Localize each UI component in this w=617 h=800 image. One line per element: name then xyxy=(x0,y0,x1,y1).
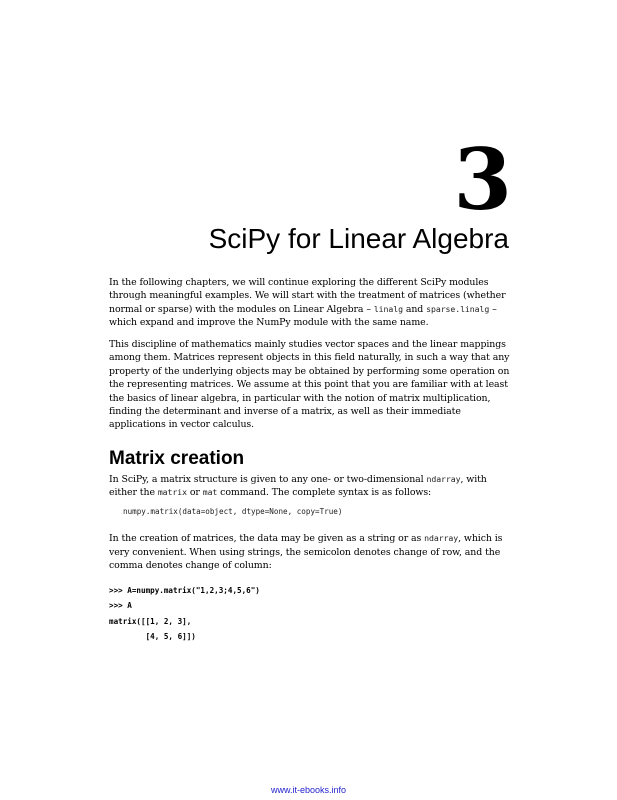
code-line: matrix([[1, 2, 3], xyxy=(109,616,192,626)
text-segment: In the following chapters, we will continue exploring the different SciPy modules through meaningful examples. We will start with the treatment of matrices (whether normal or sparse) with the modules on Linear Algebra – xyxy=(109,277,506,315)
syntax-code: numpy.matrix(data=object, dtype=None, copy=True) xyxy=(123,507,343,517)
inline-code-ndarray: ndarray xyxy=(426,473,461,484)
chapter-title: SciPy for Linear Algebra xyxy=(208,223,509,254)
text-segment: command. The complete syntax is as follows: xyxy=(217,487,432,499)
text-segment: , which is very convenient. When using strings, the semicolon denotes change of row, and the comma denotes change of column: xyxy=(109,533,503,572)
inline-code-mat: mat xyxy=(202,487,218,498)
intro-paragraph-2: This discipline of mathematics mainly studies vector spaces and the linear mappings among them. Matrices represent objects in this field naturally, in such a way that any property of the underlying objects may be obtained by performing some operation on the representing matrices. We assume at this point that you are familiar with at least the basics of linear algebra, in particular with the notion of matrix multiplication, finding the determinant and inverse of a matrix, as well as their immediate applications in vector calculus. xyxy=(109,338,510,431)
main-content xyxy=(109,276,513,645)
text-segment: – which expand and improve the NumPy module with the same name. xyxy=(109,303,497,329)
text-segment: In SciPy, a matrix structure is given to any one- or two-dimensional xyxy=(109,473,427,485)
chapter-number: 3 xyxy=(453,130,512,229)
text-segment: , with either the xyxy=(109,473,487,499)
code-block xyxy=(109,583,513,645)
code-line: >>> A=numpy.matrix("1,2,3;4,5,6") xyxy=(109,585,260,595)
section-paragraph-2 xyxy=(109,532,513,572)
inline-code-ndarray: ndarray xyxy=(424,533,459,544)
inline-code-linalg: linalg xyxy=(373,303,403,314)
text-segment: or xyxy=(186,487,203,499)
intro-paragraph-1 xyxy=(109,276,513,330)
code-line: [4, 5, 6]]) xyxy=(109,632,196,642)
section-heading: Matrix creation xyxy=(109,447,245,469)
text-segment: and xyxy=(402,303,427,315)
footer-link[interactable]: www.it-ebooks.info xyxy=(270,785,347,795)
text-segment: In the creation of matrices, the data may be given as a string or as xyxy=(109,533,425,545)
code-line: >>> A xyxy=(109,601,132,611)
inline-code-sparse-linalg: sparse.linalg xyxy=(426,303,490,314)
section-paragraph-1 xyxy=(109,473,513,500)
inline-code-matrix: matrix xyxy=(157,487,187,498)
